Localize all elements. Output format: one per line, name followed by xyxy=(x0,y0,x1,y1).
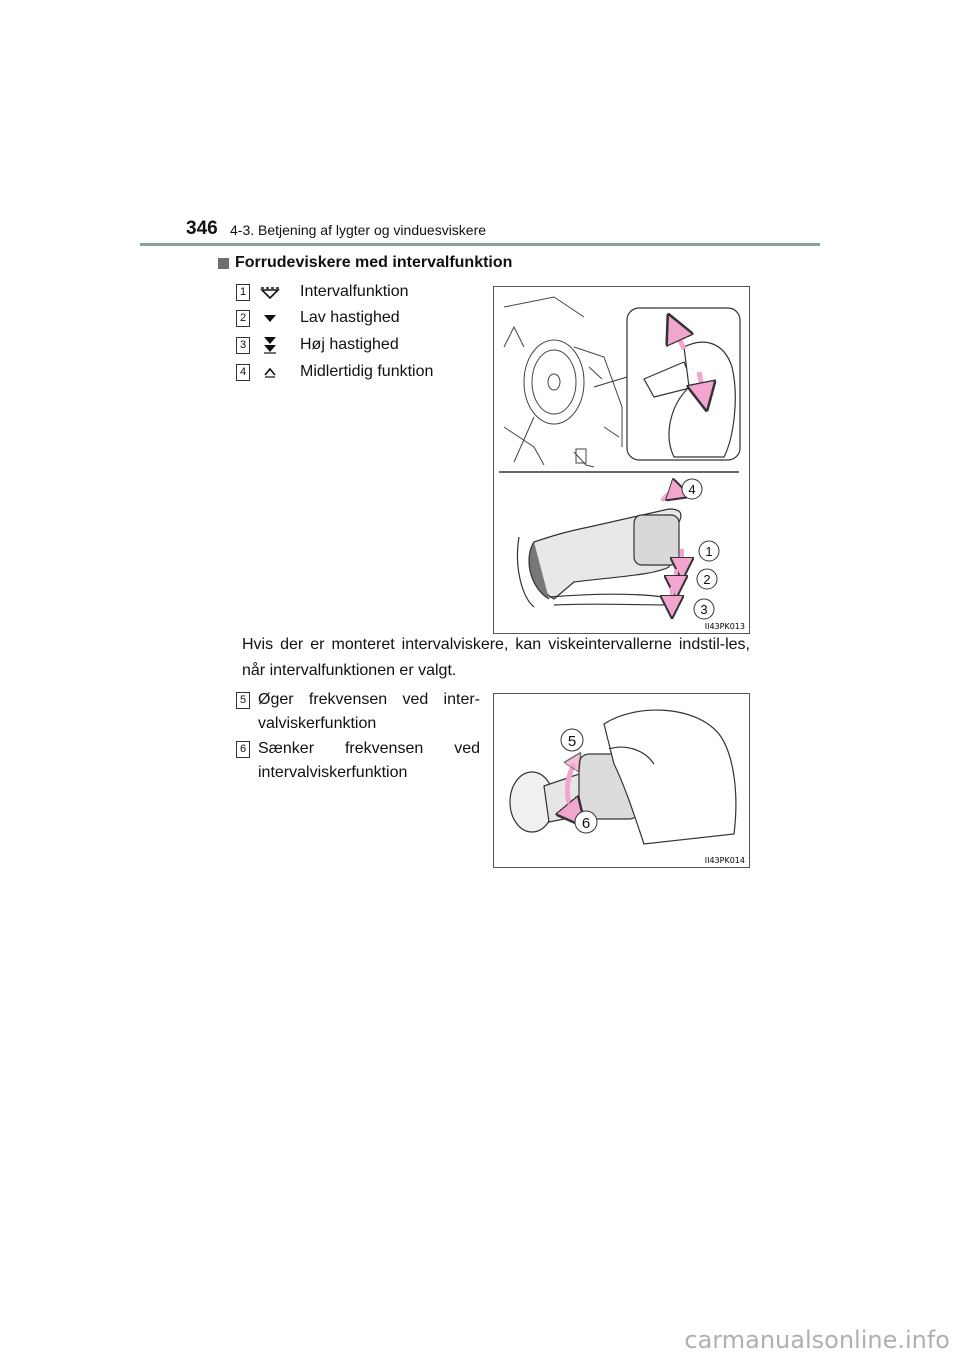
adjust-item-increase xyxy=(236,688,480,736)
mode-item-low xyxy=(236,308,400,328)
mode-number: 1 xyxy=(236,284,250,301)
interval-adjust-figure xyxy=(493,693,750,868)
mode-label: Høj hastighed xyxy=(300,336,399,353)
mode-label: Lav hastighed xyxy=(300,309,400,326)
wiper-lever-figure xyxy=(493,286,750,634)
mode-number: 4 xyxy=(236,364,250,381)
mode-label: Intervalfunktion xyxy=(300,283,409,300)
callout-6: 6 xyxy=(581,815,591,832)
section-header: 4-3. Betjening af lygter og vinduesviskere xyxy=(230,222,487,238)
callout-2: 2 xyxy=(703,572,711,587)
body-paragraph: Hvis der er monteret intervalviskere, kan viskeintervallerne indstil-les, når intervalfunktionen er valgt. xyxy=(242,636,750,679)
interval-adjust-illustration xyxy=(494,694,749,867)
dashboard-sketch xyxy=(504,297,622,467)
heading-text: Forrudeviskere med intervalfunktion xyxy=(235,254,513,271)
hand-and-stalk xyxy=(510,710,736,844)
mist-icon xyxy=(250,366,290,378)
low-speed-icon xyxy=(250,313,290,323)
callout-5: 5 xyxy=(567,733,577,750)
heading-square-icon xyxy=(218,258,229,269)
item-number: 5 xyxy=(236,692,250,709)
watermark: carmanualsonline.info xyxy=(684,1326,950,1354)
mode-item-high xyxy=(236,335,399,355)
section-heading xyxy=(218,254,512,272)
callout-1: 1 xyxy=(705,544,713,559)
mode-item-mist xyxy=(236,362,433,382)
mode-number: 3 xyxy=(236,337,250,354)
item-label: Sænker frekvensen ved intervalviskerfunktion xyxy=(258,740,480,781)
figure-code: II43PK014 xyxy=(704,856,745,865)
intermittent-wiper-icon xyxy=(250,285,290,299)
mode-item-intermittent xyxy=(236,282,409,302)
header-rule xyxy=(140,243,820,246)
mode-number: 2 xyxy=(236,310,250,327)
callout-3: 3 xyxy=(700,602,708,617)
mode-label: Midlertidig funktion xyxy=(300,363,434,380)
item-label: Øger frekvensen ved inter-valviskerfunktion xyxy=(258,691,480,732)
page-number: 346 xyxy=(186,218,218,239)
figure-code: II43PK013 xyxy=(704,622,745,631)
wiper-lever-illustration xyxy=(494,287,749,633)
item-number: 6 xyxy=(236,741,250,758)
wiper-stalk xyxy=(517,509,680,607)
callout-4: 4 xyxy=(688,482,696,497)
adjust-item-decrease xyxy=(236,737,480,785)
high-speed-icon xyxy=(250,336,290,354)
